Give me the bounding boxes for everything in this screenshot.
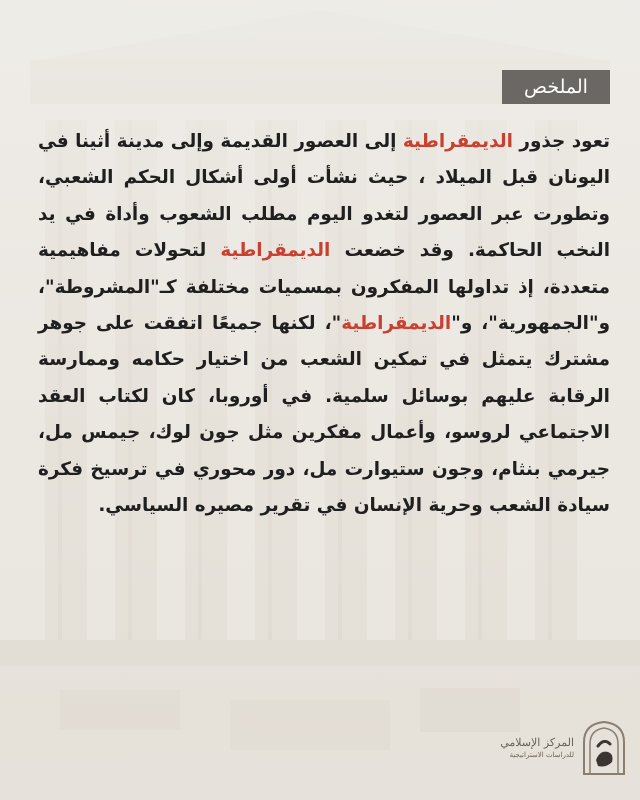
summary-paragraph [38, 124, 610, 524]
summary-badge: الملخص [502, 70, 610, 104]
logo-emblem-icon [580, 720, 628, 776]
logo-name: المركز الإسلامي [500, 736, 574, 749]
paragraph-segment: إلى العصور القديمة وإلى مدينة أثينا في اليونان قبل الميلاد ، حيث نشأت أولى أشكال الحكم الشعبي، وتطورت عبر العصور لتغدو اليوم مطلب الشعوب وأداة في يد النخب الحاكمة. وقد خضعت [38, 131, 611, 262]
highlighted-term: الديمقراطية [402, 131, 513, 152]
paragraph-segment: "، لكنها جميعًا اتفقت على جوهر مشترك يتمثل في تمكين الشعب من اختيار حكامه وممارسة الرقابة عليهم بوسائل سلمية. في أوروبا، كان لكتاب العقد الاجتماعي لروسو، وأعمال مفكرين مثل جون لوك، جيمس مل، جيرمي بنثام، وجون ستيوارت مل، دور محوري في ترسيخ فكرة سيادة الشعب وحرية الإنسان في تقرير مصيره السياسي. [38, 313, 610, 517]
logo-tagline: للدراسات الاستراتيجية [509, 751, 574, 759]
center-logo [500, 720, 628, 776]
highlighted-term: الديمقراطية [341, 313, 452, 335]
highlighted-term: الديمقراطية [220, 240, 331, 262]
paragraph-segment: تعود جذور [512, 131, 610, 152]
paragraph-segment: لتحولات مفاهيمية متعددة، إذ تداولها المفكرون بمسميات مختلفة كـ"المشروطة"، و"الجمهورية"، و" [38, 240, 610, 335]
logo-text [500, 736, 574, 760]
